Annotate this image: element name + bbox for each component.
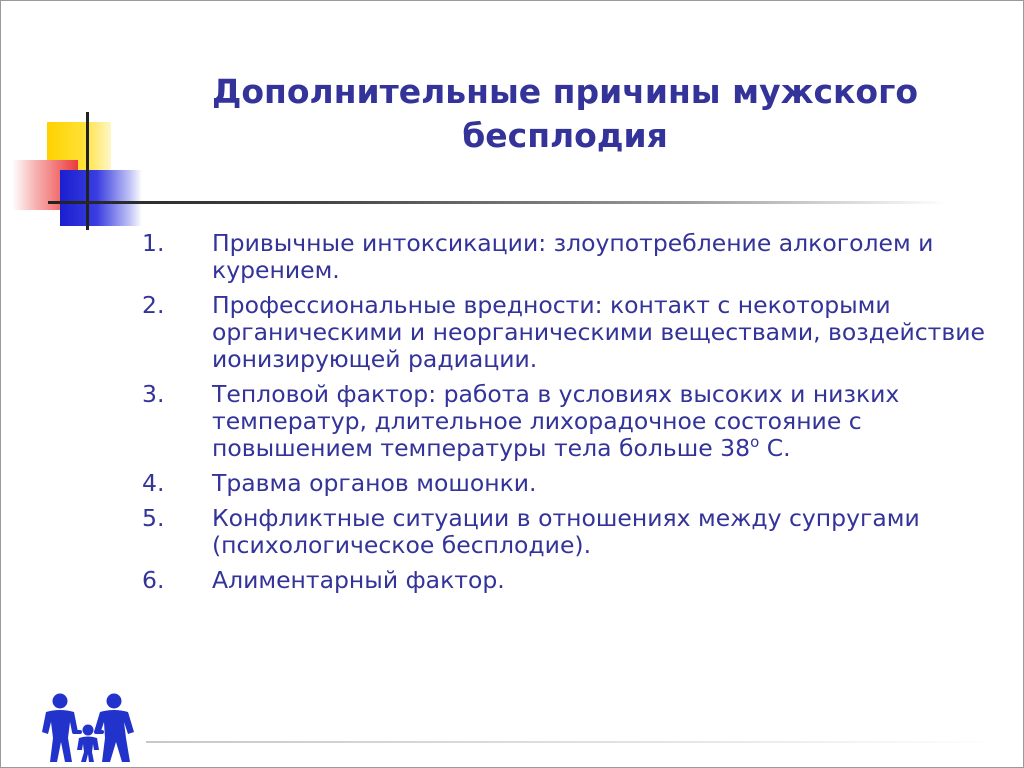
list-item-number: 1.	[142, 229, 165, 257]
slide-title: Дополнительные причины мужского бесплодия	[211, 72, 918, 155]
list-item-number: 4.	[142, 469, 165, 497]
list-item-text	[212, 381, 992, 462]
list-item-text: Профессиональные вредности: контакт с некоторыми органическими и неорганическими веществами, воздействие ионизирующей радиации.	[212, 291, 985, 373]
list-item-number: 5.	[142, 504, 165, 532]
degree-superscript: о	[750, 433, 760, 452]
list-item-text: Травма органов мошонки.	[212, 469, 537, 497]
list-item	[142, 381, 992, 462]
list-item	[142, 567, 992, 594]
footer-line	[146, 741, 1006, 743]
decorative-vertical-line	[86, 112, 89, 230]
causes-list	[142, 230, 992, 602]
list-item	[142, 230, 992, 284]
list-item-text: Конфликтные ситуации в отношениях между супругами (психологическое бесплодие).	[212, 504, 920, 559]
list-item-number: 6.	[142, 566, 165, 594]
list-item-text-main: Тепловой фактор: работа в условиях высоких и низких температур, длительное лихорадочное состояние с повышением температуры тела больше 38	[212, 380, 900, 462]
list-item-number: 2.	[142, 291, 165, 319]
title-underline	[48, 201, 948, 204]
list-item-number: 3.	[142, 380, 165, 408]
family-icon	[34, 692, 144, 764]
list-item-text: Привычные интоксикации: злоупотребление алкоголем и курением.	[212, 229, 934, 284]
list-item	[142, 470, 992, 497]
list-item-text-unit: С.	[759, 434, 791, 462]
decorative-blue-square	[60, 170, 142, 226]
list-item-text: Алиментарный фактор.	[212, 566, 505, 594]
list-item	[142, 292, 992, 373]
list-item	[142, 505, 992, 559]
